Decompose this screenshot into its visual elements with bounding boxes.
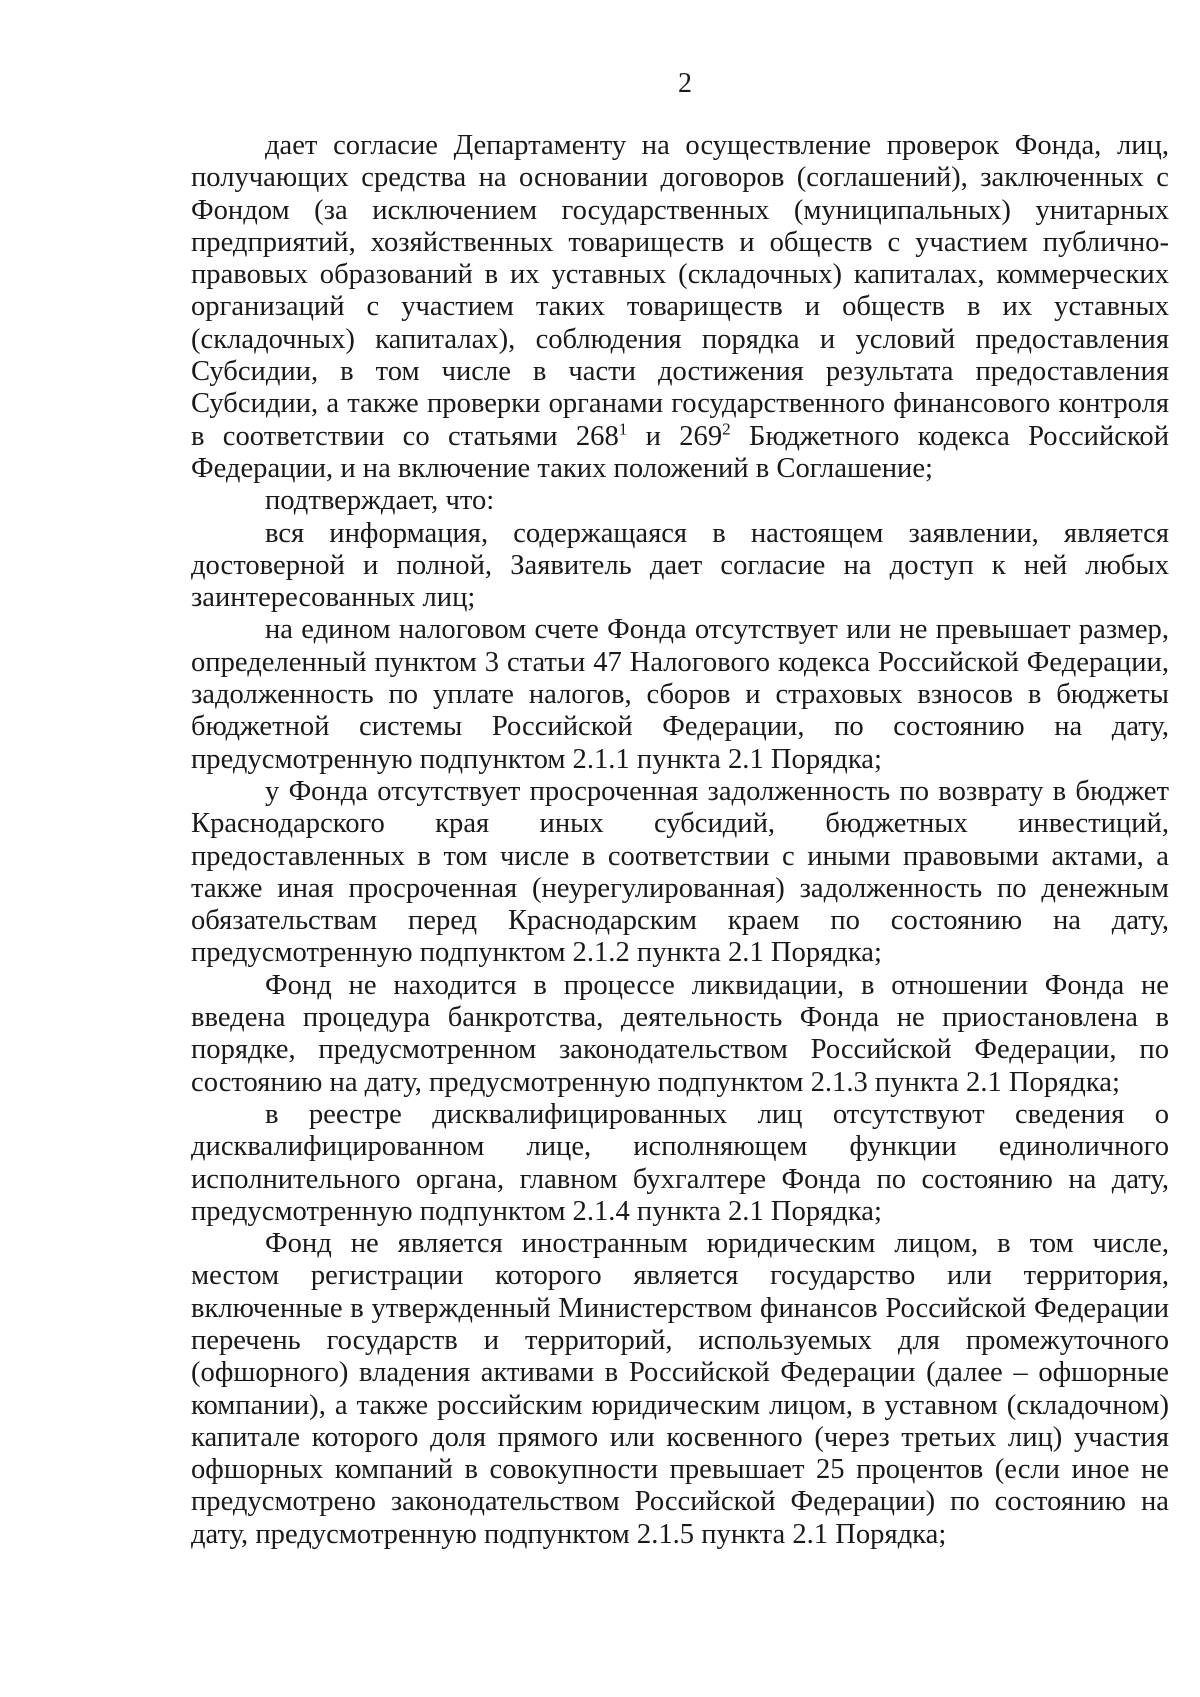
paragraph-text: Бюджетного кодекса Российской Федерации, и на включение таких положений в Соглашение; (191, 420, 1169, 484)
paragraph-info-reliable: вся информация, содержащаяся в настоящем заявлении, является достоверной и полной, Заявитель дает согласие на доступ к ней любых заинтересованных лиц; (191, 517, 1169, 614)
paragraph-text: и 269 (627, 420, 723, 452)
paragraph-tax-account: на едином налоговом счете Фонда отсутствует или не превышает размер, определенный пунктом 3 статьи 47 Налогового кодекса Российской Федерации, задолженность по уплате налогов, сборов и страховых взносов в бюджеты бюджетной системы Российской Федерации, по состоянию на дату, предусмотренную подпунктом 2.1.1 пункта 2.1 Порядка; (191, 614, 1169, 775)
superscript-1: 1 (618, 419, 628, 439)
document-body (191, 130, 1169, 1551)
paragraph-consent-inspections (191, 130, 1169, 485)
paragraph-text: дает согласие Департаменту на осуществление проверок Фонда, лиц, получающих средства на основании договоров (соглашений), заключенных с Фондом (за исключением государственных (муниципальных) унитарных предприятий, хозяйственных товариществ и обществ с участием публично-правовых образований в их уставных (складочных) капиталах, коммерческих организаций с участием таких товариществ и обществ в их уставных (складочных) капиталах), соблюдения порядка и условий предоставления Субсидии, в том числе в части достижения результата предоставления Субсидии, а также проверки органами государственного финансового контроля в соответствии со статьями 268 (191, 130, 1169, 452)
page-number: 2 (678, 68, 692, 99)
paragraph-not-foreign: Фонд не является иностранным юридическим лицом, в том числе, местом регистрации которого является государство или территория, включенные в утвержденный Министерством финансов Российской Федерации перечень государств и территорий, используемых для промежуточного (офшорного) владения активами в Российской Федерации (далее – офшорные компании), а также российским юридическим лицом, в уставном (складочном) капитале которого доля прямого или косвенного (через третьих лиц) участия офшорных компаний в совокупности превышает 25 процентов (если иное не предусмотрено законодательством Российской Федерации) по состоянию на дату, предусмотренную подпунктом 2.1.5 пункта 2.1 Порядка; (191, 1228, 1169, 1550)
superscript-2: 2 (722, 419, 731, 439)
paragraph-confirms: подтверждает, что: (265, 485, 495, 517)
paragraph-not-liquidated: Фонд не находится в процессе ликвидации, в отношении Фонда не введена процедура банкротства, деятельность Фонда не приостановлена в порядке, предусмотренном законодательством Российской Федерации, по состоянию на дату, предусмотренную подпунктом 2.1.3 пункта 2.1 Порядка; (191, 969, 1169, 1098)
paragraph-overdue-debt: у Фонда отсутствует просроченная задолженность по возврату в бюджет Краснодарского края иных субсидий, бюджетных инвестиций, предоставленных в том числе в соответствии с иными правовыми актами, а также иная просроченная (неурегулированная) задолженность по денежным обязательствам перед Краснодарским краем по состоянию на дату, предусмотренную подпунктом 2.1.2 пункта 2.1 Порядка; (191, 775, 1169, 969)
paragraph-disqualified-registry: в реестре дисквалифицированных лиц отсутствуют сведения о дисквалифицированном лице, исполняющем функции единоличного исполнительного органа, главном бухгалтере Фонда по состоянию на дату, предусмотренную подпунктом 2.1.4 пункта 2.1 Порядка; (191, 1098, 1169, 1227)
